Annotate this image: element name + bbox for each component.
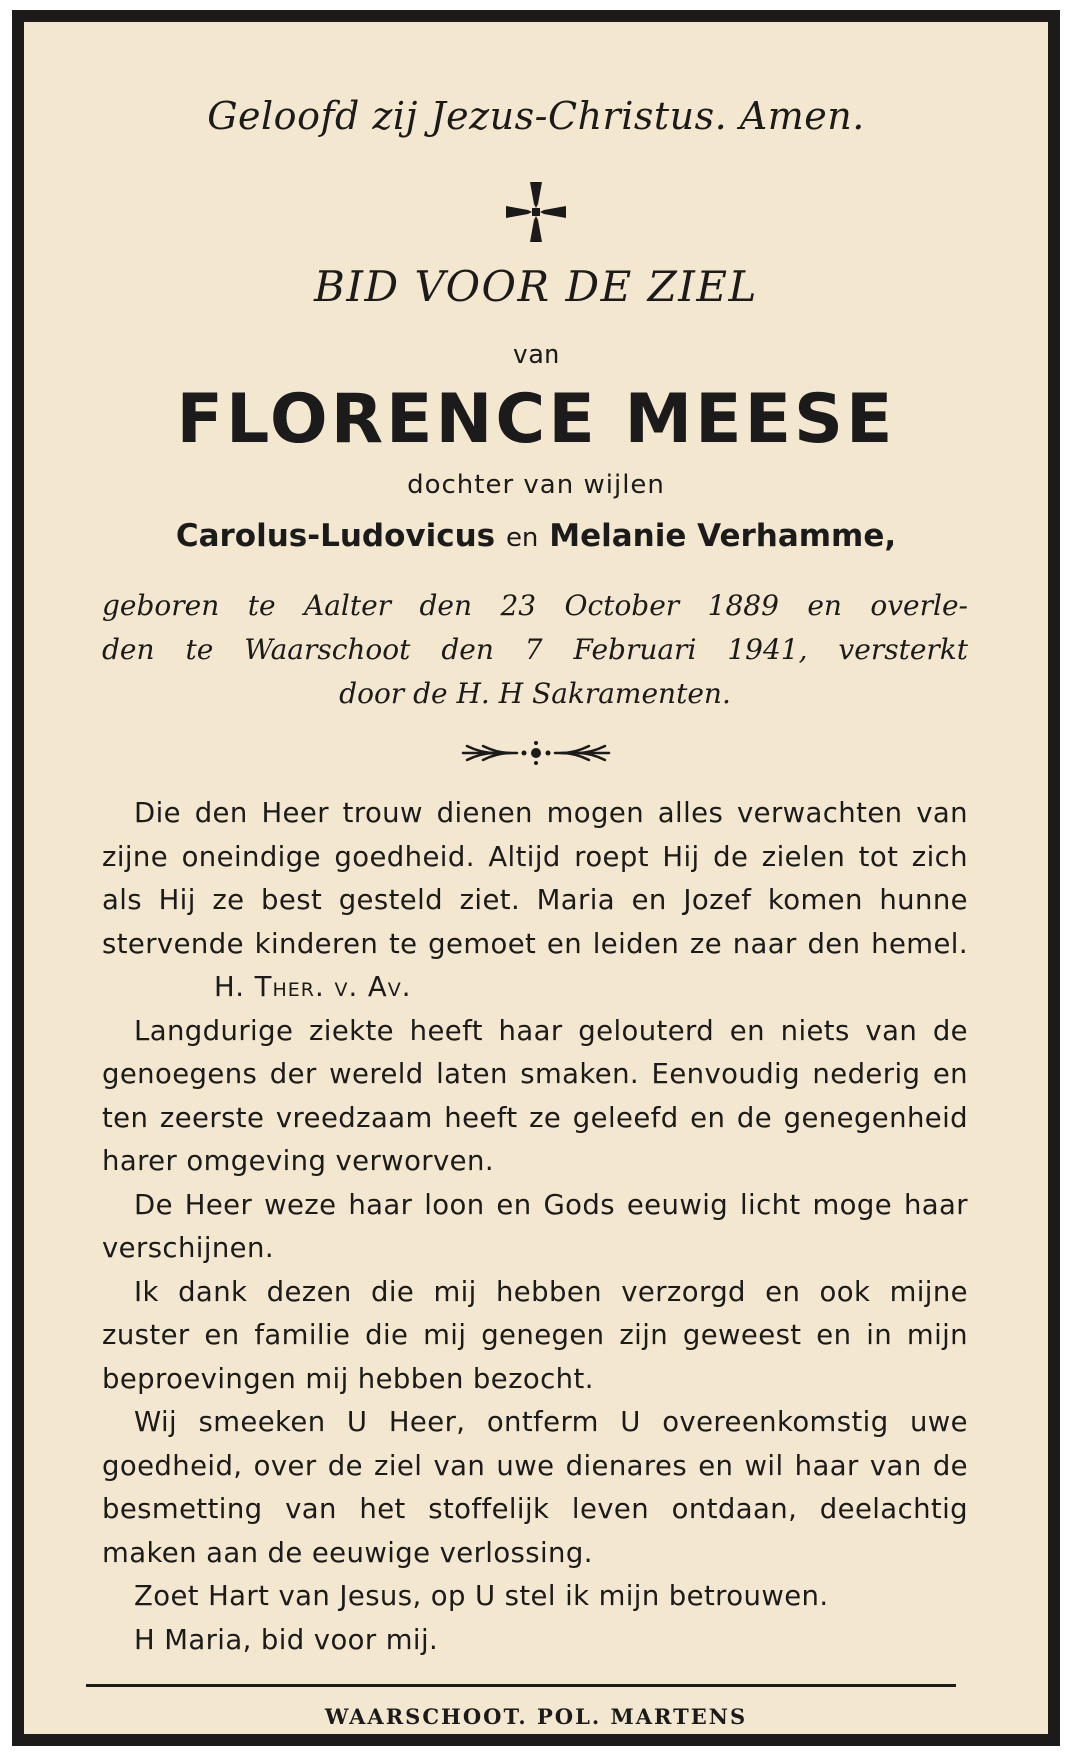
birth-line-1: geboren te Aalter den 23 October 1889 en overle- xyxy=(102,589,968,622)
footer-rule xyxy=(86,1684,956,1687)
cross-pattee-icon xyxy=(504,180,568,244)
prayer-text xyxy=(102,792,968,1662)
heading: BID VOOR DE ZIEL xyxy=(314,262,758,311)
van-label: van xyxy=(512,340,560,370)
daughter-of: dochter van wijlen xyxy=(407,470,665,500)
card-paper xyxy=(24,22,1048,1734)
paragraph: Ik dank dezen die mij hebben verzorgd en ook mijne zuster en familie die mij genegen zijn geweest en in mijn beproevingen mij hebben bezocht. xyxy=(102,1275,968,1395)
invocation: Geloofd zij Jezus-Christus. Amen. xyxy=(207,94,865,138)
parent-mother: Melanie Verhamme, xyxy=(549,518,897,554)
parent-and: en xyxy=(505,523,539,553)
memorial-card xyxy=(12,10,1060,1746)
paragraph: De Heer weze haar loon en Gods eeuwig licht moge haar verschijnen. xyxy=(102,1188,968,1264)
birth-line-3: door de H. H Sakramenten. xyxy=(339,677,731,710)
paragraph: Zoet Hart van Jesus, op U stel ik mijn betrouwen. xyxy=(134,1580,829,1612)
ornament-divider-icon xyxy=(461,738,611,768)
parent-father: Carolus-Ludovicus xyxy=(175,518,496,554)
citation: H. Ther. v. Av. xyxy=(214,971,412,1003)
printer-imprint: WAARSCHOOT. POL. MARTENS xyxy=(324,1704,748,1729)
birth-line-2: den te Waarschoot den 7 Februari 1941, versterkt xyxy=(102,633,968,666)
paragraph: Wij smeeken U Heer, ontferm U overeenkomstig uwe goedheid, over de ziel van uwe dienares en wil haar van de besmetting van het stoffelijk leven ontdaan, deelachtig maken aan de eeuwige verlossing. xyxy=(102,1406,968,1569)
paragraph: Langdurige ziekte heeft haar gelouterd en niets van de genoegens der wereld laten smaken. Eenvoudig nederig en ten zeerste vreedzaam heeft ze geleefd en de genegenheid harer omgeving verworven. xyxy=(102,1014,968,1177)
parents xyxy=(24,518,1048,554)
deceased-name: FLORENCE MEESE xyxy=(176,380,896,459)
paragraph: Die den Heer trouw dienen mogen alles verwachten van zijne oneindige goedheid. Altijd roept Hij de zielen tot zich als Hij ze best gesteld ziet. Maria en Jozef komen hunne stervende kinderen te gemoet en leiden ze naar den hemel.H. Ther. v. Av. xyxy=(102,792,968,1010)
paragraph: H Maria, bid voor mij. xyxy=(134,1623,439,1656)
